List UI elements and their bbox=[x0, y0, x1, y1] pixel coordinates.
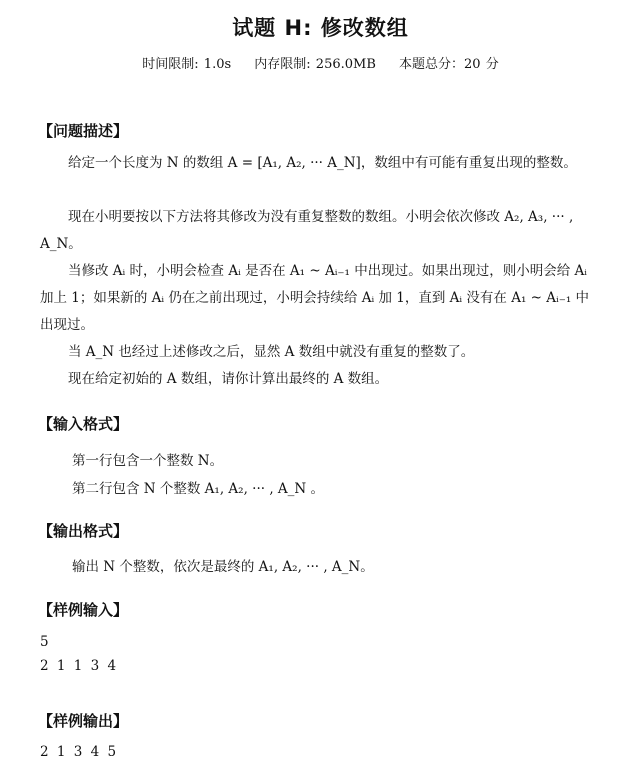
description-heading: 【问题描述】 bbox=[38, 122, 129, 140]
sample-input-heading: 【样例输入】 bbox=[38, 601, 129, 619]
output-format-heading: 【输出格式】 bbox=[38, 522, 129, 540]
time-limit: 时间限制: 1.0s bbox=[142, 57, 232, 72]
description-paragraph-5: 现在给定初始的 A 数组，请你计算出最终的 A 数组。 bbox=[68, 371, 389, 387]
input-format-line-1: 第一行包含一个整数 N。 bbox=[72, 453, 224, 469]
problem-title: 试题 H: 修改数组 bbox=[232, 16, 409, 40]
output-format-line-1: 输出 N 个整数，依次是最终的 A₁, A₂, ··· , A_N。 bbox=[72, 559, 374, 575]
problem-meta bbox=[0, 53, 641, 72]
description-paragraph-3: 当修改 Aᵢ 时，小明会检查 Aᵢ 是否在 A₁ ~ Aᵢ₋₁ 中出现过。如果出现过，则小明会给 Aᵢ 加上 1；如果新的 Aᵢ 仍在之前出现过，小明会持续给 Aᵢ 加 1，直到 Aᵢ 没有在 A₁ ~ Aᵢ₋₁ 中出现过。 bbox=[40, 263, 590, 333]
total-score: 本题总分：20 分 bbox=[399, 57, 499, 72]
sample-output-line-1: 2 1 3 4 5 bbox=[40, 744, 119, 760]
memory-limit: 内存限制: 256.0MB bbox=[254, 57, 376, 72]
description-paragraph-2: 现在小明要按以下方法将其修改为没有重复整数的数组。小明会依次修改 A₂, A₃, ··· , A_N。 bbox=[40, 209, 574, 252]
description-paragraph-1: 给定一个长度为 N 的数组 A = [A₁, A₂, ··· A_N]，数组中有可能有重复出现的整数。 bbox=[68, 155, 577, 171]
input-format-line-2: 第二行包含 N 个整数 A₁, A₂, ··· , A_N 。 bbox=[72, 481, 325, 497]
sample-output-heading: 【样例输出】 bbox=[38, 712, 129, 730]
sample-input-line-2: 2 1 1 3 4 bbox=[40, 658, 119, 674]
sample-input-line-1: 5 bbox=[40, 634, 51, 650]
description-paragraph-4: 当 A_N 也经过上述修改之后，显然 A 数组中就没有重复的整数了。 bbox=[68, 344, 475, 360]
input-format-heading: 【输入格式】 bbox=[38, 415, 129, 433]
